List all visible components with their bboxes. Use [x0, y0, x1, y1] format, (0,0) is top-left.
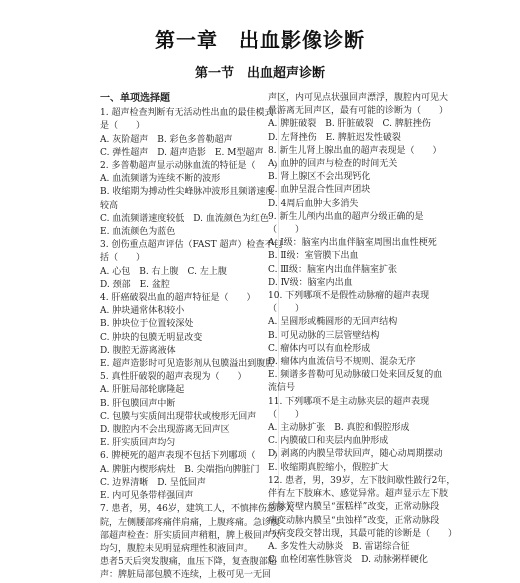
text-line: A. 脾脏内楔形病灶 B. 尖端指向脾脏门 [100, 464, 260, 475]
text-line: B. 收缩期为搏动性尖峰脉冲波形且频谱速度 [100, 187, 275, 198]
text-line: A. Ⅰ级：脑室内出血伴脑室周围出血性梗死 [268, 238, 437, 249]
text-line: A. 灰阶超声 B. 彩色多普勒超声 [100, 134, 233, 145]
text-line: 声：脾脏局部包膜不连续，上极可见一无回 [100, 570, 272, 581]
text-line: 患者5天后突发腹痛，血压下降，复查腹部超 [100, 557, 277, 568]
text-line: 7. 患者，男，46岁，建筑工人，不慎摔伤急诊入 [100, 504, 294, 515]
text-line: 部超声检查：肝实质回声稍粗，脾上极回声欠 [100, 530, 281, 541]
text-line: D. 4周后血肿大多消失 [268, 198, 359, 209]
text-line: 6. 脾梗死的超声表现不包括下列哪项（ ） [100, 451, 283, 462]
text-line: 4. 肝癌破裂出血的超声特征是（ ） [100, 293, 256, 304]
text-line: E. 血流颜色为蓝色 [100, 227, 176, 238]
text-line: E. 肝实质回声均匀 [100, 438, 176, 449]
text-line: 较高 [100, 200, 119, 211]
text-line: 流信号 [268, 383, 296, 394]
text-line: D. 瘤体内血流信号不规则、混杂无序 [268, 357, 416, 368]
text-line: 10. 下列哪项不是假性动脉瘤的超声表现 [268, 291, 430, 302]
text-line: 12. 患者，男，39岁，左下肢间歇性跛行2年， [268, 475, 456, 486]
text-line: D. 腹腔无游离液体 [100, 345, 176, 356]
text-line: B. 肿块位于位置较深处 [100, 319, 194, 330]
text-line: B. 肝包膜回声中断 [100, 398, 176, 409]
chapter-title: 第一章 出血影像诊断 [155, 28, 365, 52]
text-line: A. 心包 B. 右上腹 C. 左上腹 [100, 266, 227, 277]
text-line: A. 血流频谱为连续不断的波形 [100, 174, 221, 185]
text-line: D. 腹腔内不会出现游离无回声区 [100, 425, 230, 436]
text-line: 院，左侧腰部疼痛伴肩痛，上腹疼痛。急诊腹 [100, 517, 281, 528]
text-line: 8. 新生儿肾上腺出血的超声表现是（ ） [268, 145, 442, 156]
text-line: C. 边界清晰 D. 呈低回声 [100, 477, 206, 488]
text-line: 均匀，腹腔未见明显病理性积液回声。 [100, 543, 254, 554]
left-column [100, 92, 294, 581]
text-line: A. 肿块通常体积较小 [100, 306, 185, 317]
text-line: C. Ⅲ级：脑室内出血伴脑室扩张 [268, 264, 397, 275]
text-line: C. 血栓闭塞性脉管炎 D. 动脉粥样硬化 [268, 555, 428, 566]
text-line: A. 血肿的回声与检查的时间无关 [268, 159, 398, 170]
text-line: E. 频谱多普勒可见动脉破口处来回反复的血 [268, 370, 443, 381]
text-line: 是（ ） [100, 121, 146, 132]
text-line: 1. 超声检查判断有无活动性出血的最佳模式 [100, 108, 274, 119]
text-line: 3. 创伤重点超声评估（FAST 超声）检查不包 [100, 240, 283, 251]
text-line: C. 包膜与实质间出现带状或梭形无回声 [100, 411, 257, 422]
text-line: E. 内可见条带样强回声 [100, 491, 194, 502]
text-line: D. Ⅳ级：脑室内出血 [268, 277, 353, 288]
text-line: 11. 下列哪项不是主动脉夹层的超声表现 [268, 396, 430, 407]
text-line: C. 弹性超声 D. 超声造影 E. M型超声 [100, 147, 264, 158]
text-line: 2. 多普勒超声显示动脉血流的特征是（ ） [100, 161, 283, 172]
right-column-lines [268, 92, 458, 567]
text-line: （ ） [268, 409, 305, 420]
text-line: 量游离无回声区，最有可能的诊断为（ ） [268, 106, 449, 117]
text-line: C. 血肿呈混合性回声团块 [268, 185, 371, 196]
left-column-lines [100, 107, 294, 582]
text-line: E. 收缩期真腔缩小，假腔扩大 [268, 462, 389, 473]
text-line: A. 脾脏破裂 B. 肝脏破裂 C. 脾脏挫伤 [268, 119, 431, 130]
text-line: A. 主动脉扩张 B. 真腔和假腔形成 [268, 423, 410, 434]
text-line: 括（ ） [100, 253, 146, 264]
text-line: （ ） [268, 304, 305, 315]
text-line: D. 剥离的内膜呈带状回声，随心动周期摆动 [268, 449, 443, 460]
text-line: C. 肿块的包膜无明显改变 [100, 332, 203, 343]
text-line: D. 左肾挫伤 E. 脾脏迟发性破裂 [268, 132, 401, 143]
text-line: C. 瘤体内可以有血栓形成 [268, 343, 371, 354]
text-line: 病变动脉内膜呈“虫蚀样”改变，正常动脉段 [268, 515, 440, 526]
text-line: E. 超声造影时可见造影剂从包膜溢出到腹腔 [100, 359, 275, 370]
text-line: 9. 新生儿颅内出血的超声分级正确的是 [268, 211, 424, 222]
text-line: C. 内膜破口和夹层内血肿形成 [268, 436, 389, 447]
text-line: A. 肝脏局部轮廓隆起 [100, 385, 185, 396]
section-title: 第一节 出血超声诊断 [194, 66, 325, 81]
text-line: 声区，内可见点状强回声漂浮，腹腔内可见大 [268, 93, 449, 103]
text-line: B. 肾上腺区不会出现钙化 [268, 172, 371, 183]
text-line: 动脉管壁内膜呈“蛋糕样”改变，正常动脉段 [268, 502, 440, 513]
question-type-heading: 一、单项选择题 [100, 93, 170, 104]
text-line: C. 血流频谱速度较低 D. 血流颜色为红色 [100, 213, 269, 224]
text-line: 5. 真性肝破裂的超声表现为（ ） [100, 372, 247, 383]
text-line: A. 呈圆形或椭圆形的无回声结构 [268, 317, 398, 328]
text-line: B. Ⅱ级：室管膜下出血 [268, 251, 359, 262]
text-line: （ ） [268, 225, 305, 236]
text-line: A. 多发性大动脉炎 B. 雷诺综合征 [268, 541, 410, 552]
text-line: 与病变段交替出现，其最可能的诊断是（ ） [268, 528, 458, 539]
text-line: D. 颈部 E. 盆腔 [100, 279, 170, 290]
text-line: B. 可见动脉的三层管壁结构 [268, 330, 380, 341]
text-line: 伴有左下肢麻木、感觉异常。超声显示左下肢 [268, 489, 449, 500]
right-column [268, 92, 458, 566]
